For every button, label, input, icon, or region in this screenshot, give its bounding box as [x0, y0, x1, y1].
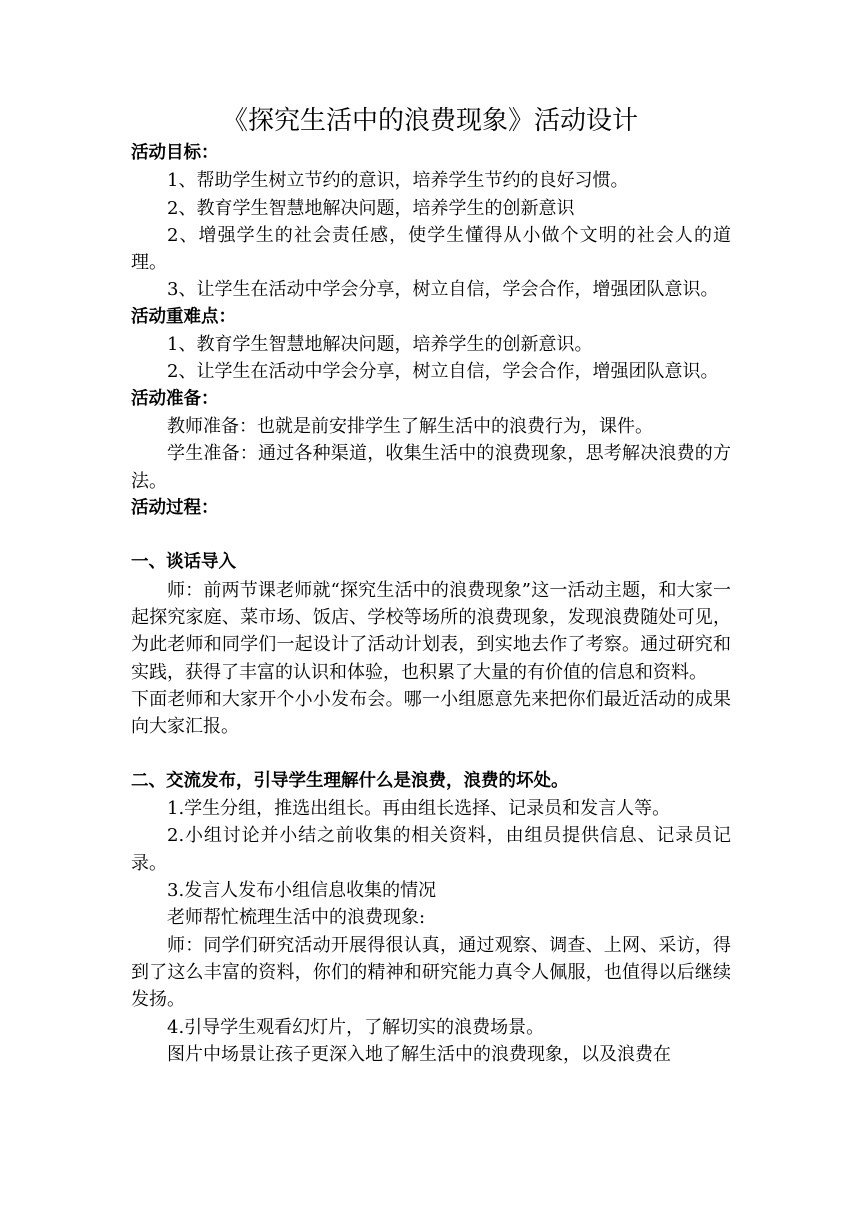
process-heading: 活动过程：: [131, 497, 219, 518]
key-point-item: 2、让学生在活动中学会分享，树立自信，学会合作，增强团队意识。: [167, 361, 719, 383]
preparation-item: 学生准备：通过各种渠道，收集生活中的浪费现象，思考解决浪费的方法。: [131, 443, 731, 492]
section2-item: 1.学生分组，推选出组长。再由组长选择、记录员和发言人等。: [167, 798, 671, 820]
goal-item: 2、教育学生智慧地解决问题，培养学生的创新意识: [167, 197, 575, 219]
document-title: 《探究生活中的浪费现象》活动设计: [221, 106, 638, 136]
key-point-item: 1、教育学生智慧地解决问题，培养学生的创新意识。: [167, 334, 593, 356]
goal-item: 1、帮助学生树立节约的意识，培养学生节约的良好习惯。: [167, 170, 629, 192]
goals-heading: 活动目标：: [131, 143, 219, 163]
section2-item: 图片中场景让孩子更深入地了解生活中的浪费现象，以及浪费在: [167, 1043, 671, 1065]
blank-line: [131, 522, 731, 549]
section1-heading: 一、谈话导入: [131, 552, 236, 573]
preparation-heading: 活动准备：: [131, 388, 219, 409]
goal-item: 3、让学生在活动中学会分享，树立自信，学会合作，增强团队意识。: [167, 279, 719, 301]
section2-item: 老师帮忙梳理生活中的浪费现象:: [167, 907, 426, 929]
goal-item: 2、增强学生的社会责任感，使学生懂得从小做个文明的社会人的道理。: [131, 224, 731, 274]
blank-line: [131, 741, 731, 768]
section2-heading: 二、交流发布，引导学生理解什么是浪费，浪费的坏处。: [131, 770, 569, 791]
section2-item: 3.发言人发布小组信息收集的情况: [167, 880, 437, 902]
section1-paragraph: 师：前两节课老师就“探究生活中的浪费现象”这一活动主题，和大家一起探究家庭、菜市场、饭店、学校等场所的浪费现象，发现浪费随处可见，为此老师和同学们一起设计了活动计划表，到实地去作了考察。通过研究和实践，获得了丰富的认识和体验，也积累了大量的有价值的信息和资料。: [131, 579, 731, 683]
section2-item: 2.小组讨论并小结之前收集的相关资料，由组员提供信息、记录员记录。: [131, 825, 731, 874]
section2-item: 4.引导学生观看幻灯片，了解切实的浪费场景。: [167, 1016, 545, 1038]
key-points-heading: 活动重难点：: [131, 306, 236, 327]
section1-paragraph: 下面老师和大家开个小小发布会。哪一小组愿意先来把你们最近活动的成果向大家汇报。: [131, 688, 731, 738]
preparation-item: 教师准备：也就是前安排学生了解生活中的浪费行为，课件。: [167, 415, 653, 437]
document-body: [131, 140, 731, 1068]
section2-item: 师：同学们研究活动开展得很认真，通过观察、调查、上网、采访，得到了这么丰富的资料，你们的精神和研究能力真令人佩服，也值得以后继续发扬。: [131, 934, 731, 1011]
